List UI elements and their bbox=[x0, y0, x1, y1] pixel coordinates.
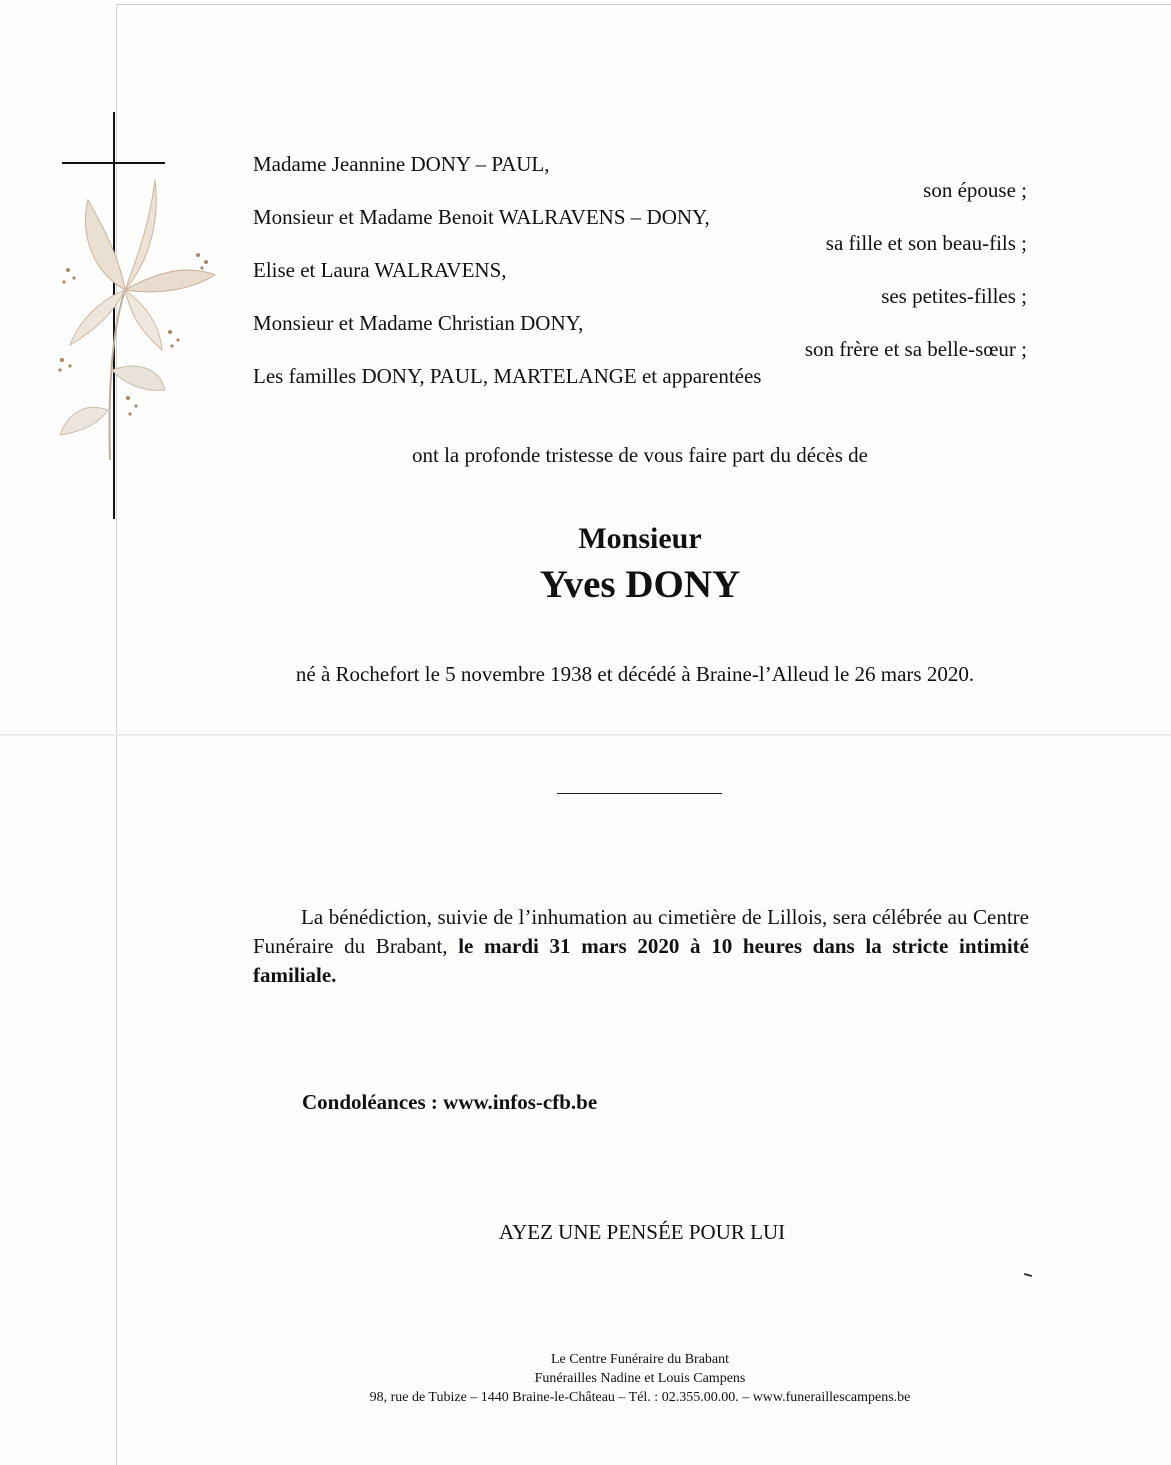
family-line-granddaughters: Elise et Laura WALRAVENS, bbox=[253, 258, 507, 282]
condolences-line: Condoléances : www.infos-cfb.be bbox=[302, 1090, 598, 1114]
page-top-edge bbox=[116, 4, 1171, 5]
ceremony-paragraph bbox=[253, 903, 1029, 989]
fold-line bbox=[0, 734, 1171, 736]
stray-mark bbox=[1024, 1273, 1032, 1277]
relation-daughter: sa fille et son beau-fils ; bbox=[825, 231, 1027, 255]
lily-flower-icon bbox=[50, 170, 230, 470]
relation-spouse: son épouse ; bbox=[923, 178, 1027, 202]
separator-line bbox=[557, 793, 722, 794]
family-line-spouse: Madame Jeannine DONY – PAUL, bbox=[253, 152, 550, 176]
cross-icon-horizontal bbox=[62, 162, 165, 164]
footer-line-3: 98, rue de Tubize – 1440 Braine-le-Château – Tél. : 02.355.00.00. – www.funeraillescampens.be bbox=[369, 1390, 911, 1405]
family-line-families: Les familles DONY, PAUL, MARTELANGE et apparentées bbox=[253, 364, 762, 388]
closing-line: AYEZ UNE PENSÉE POUR LUI bbox=[498, 1220, 786, 1244]
relation-brother: son frère et sa belle-sœur ; bbox=[804, 337, 1027, 361]
deceased-honorific: Monsieur bbox=[578, 522, 702, 555]
ceremony-text: La bénédiction, suivie de l’inhumation au cimetière de Lillois, sera célébrée au Centre Funéraire du Brabant, bbox=[253, 905, 1029, 958]
birth-death-line: né à Rochefort le 5 novembre 1938 et décédé à Braine-l’Alleud le 26 mars 2020. bbox=[295, 662, 975, 686]
relation-granddaughters: ses petites-filles ; bbox=[881, 284, 1027, 308]
family-line-daughter: Monsieur et Madame Benoit WALRAVENS – DONY, bbox=[253, 205, 710, 229]
ceremony-date-bold: le mardi 31 mars 2020 à 10 heures dans la stricte intimité familiale. bbox=[253, 933, 1029, 987]
footer-line-2: Funérailles Nadine et Louis Campens bbox=[534, 1371, 746, 1386]
announcement-text: ont la profonde tristesse de vous faire part du décès de bbox=[411, 443, 868, 467]
deceased-name: Yves DONY bbox=[539, 563, 741, 606]
family-line-brother: Monsieur et Madame Christian DONY, bbox=[253, 311, 584, 335]
footer-line-1: Le Centre Funéraire du Brabant bbox=[550, 1352, 730, 1367]
